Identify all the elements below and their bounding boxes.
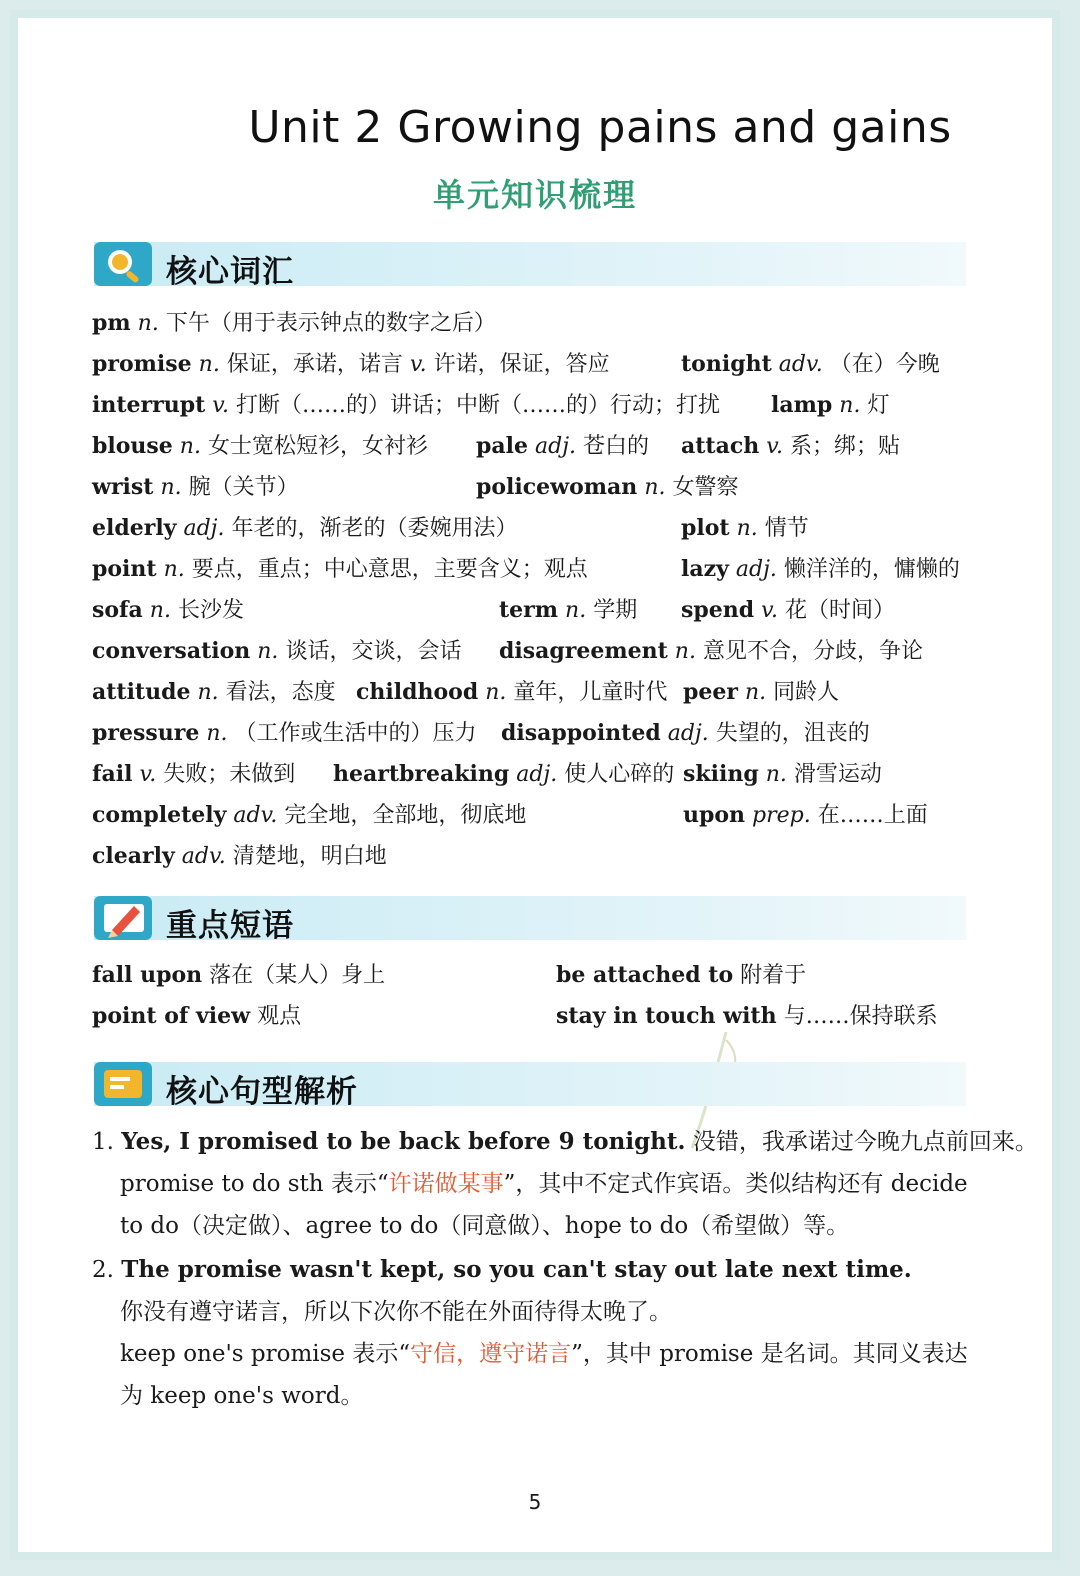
vocab-entry: completely adv. 完全地，全部地，彻底地 [92,802,527,828]
card-icon [94,1062,152,1106]
vocab-entry: conversation n. 谈话，交谈，会话 [92,638,462,664]
phrase-entry: stay in touch with 与……保持联系 [556,1003,938,1029]
vocab-entry: wrist n. 腕（关节） [92,474,299,500]
vocab-entry: heartbreaking adj. 使人心碎的 [333,761,675,787]
page [10,10,1060,1560]
vocab-entry: upon prep. 在……上面 [683,802,928,828]
vocab-entry: tonight adv. （在）今晚 [681,351,940,377]
page-number: 5 [528,1490,542,1514]
vocab-entry: sofa n. 长沙发 [92,597,244,623]
vocab-entry: lazy adj. 懒洋洋的，慵懒的 [681,556,960,582]
vocab-section-title: 核心词汇 [166,254,294,290]
sentence-2-line-1: 2. The promise wasn't kept, so you can't stay out late next time. [92,1256,912,1283]
vocab-entry: skiing n. 滑雪运动 [683,761,882,787]
sentence-1-line-3: to do（决定做）、agree to do（同意做）、hope to do（希望做）等。 [120,1213,850,1239]
vocab-entry: spend v. 花（时间） [681,597,895,623]
vocab-entry: disagreement n. 意见不合，分歧，争论 [499,638,923,664]
vocab-entry: point n. 要点，重点；中心意思，主要含义；观点 [92,556,588,582]
pencil-icon [94,896,152,940]
vocab-entry: pressure n. （工作或生活中的）压力 [92,720,477,746]
vocab-entry: childhood n. 童年，儿童时代 [356,679,668,705]
vocab-entry: attitude n. 看法，态度 [92,679,336,705]
sentence-1-line-1: 1. Yes, I promised to be back before 9 tonight. 没错，我承诺过今晚九点前回来。 [92,1128,1038,1155]
sentence-2-line-4: 为 keep one's word。 [120,1383,364,1409]
vocab-entry: peer n. 同龄人 [683,679,840,705]
vocab-entry: term n. 学期 [499,597,638,623]
sentence-1-line-2: promise to do sth 表示“许诺做某事”，其中不定式作宾语。类似结构还有 decide [120,1171,968,1197]
magnifier-icon [94,242,152,286]
vocab-entry: fail v. 失败；未做到 [92,761,296,787]
vocab-entry: promise n. 保证，承诺，诺言 v. 许诺，保证，答应 [92,351,610,377]
vocab-entry: pm n. 下午（用于表示钟点的数字之后） [92,310,496,336]
vocab-entry: policewoman n. 女警察 [476,474,739,500]
sentences-section-title: 核心句型解析 [166,1074,358,1110]
vocab-entry: elderly adj. 年老的，渐老的（委婉用法） [92,515,518,541]
sentence-2-line-3: keep one's promise 表示“守信，遵守诺言”，其中 promise 是名词。其同义表达 [120,1341,968,1367]
vocab-entry: lamp n. 灯 [771,392,890,418]
vocab-entry: clearly adv. 清楚地，明白地 [92,843,387,869]
vocab-entry: attach v. 系；绑；贴 [681,433,901,459]
vocab-entry: disappointed adj. 失望的，沮丧的 [501,720,870,746]
page-title: Unit 2 Growing pains and gains [248,102,952,153]
vocab-entry: pale adj. 苍白的 [476,433,650,459]
phrase-entry: fall upon 落在（某人）身上 [92,962,386,988]
vocab-entry: blouse n. 女士宽松短衫，女衬衫 [92,433,428,459]
phrase-entry: point of view 观点 [92,1003,302,1029]
phrases-section-title: 重点短语 [166,908,294,944]
vocab-entry: plot n. 情节 [681,515,809,541]
vocab-entry: interrupt v. 打断（……的）讲话；中断（……的）行动；打扰 [92,392,721,418]
page-subtitle: 单元知识梳理 [432,176,637,214]
phrase-entry: be attached to 附着于 [556,962,807,988]
sentence-2-line-2: 你没有遵守诺言，所以下次你不能在外面待得太晚了。 [120,1299,672,1325]
